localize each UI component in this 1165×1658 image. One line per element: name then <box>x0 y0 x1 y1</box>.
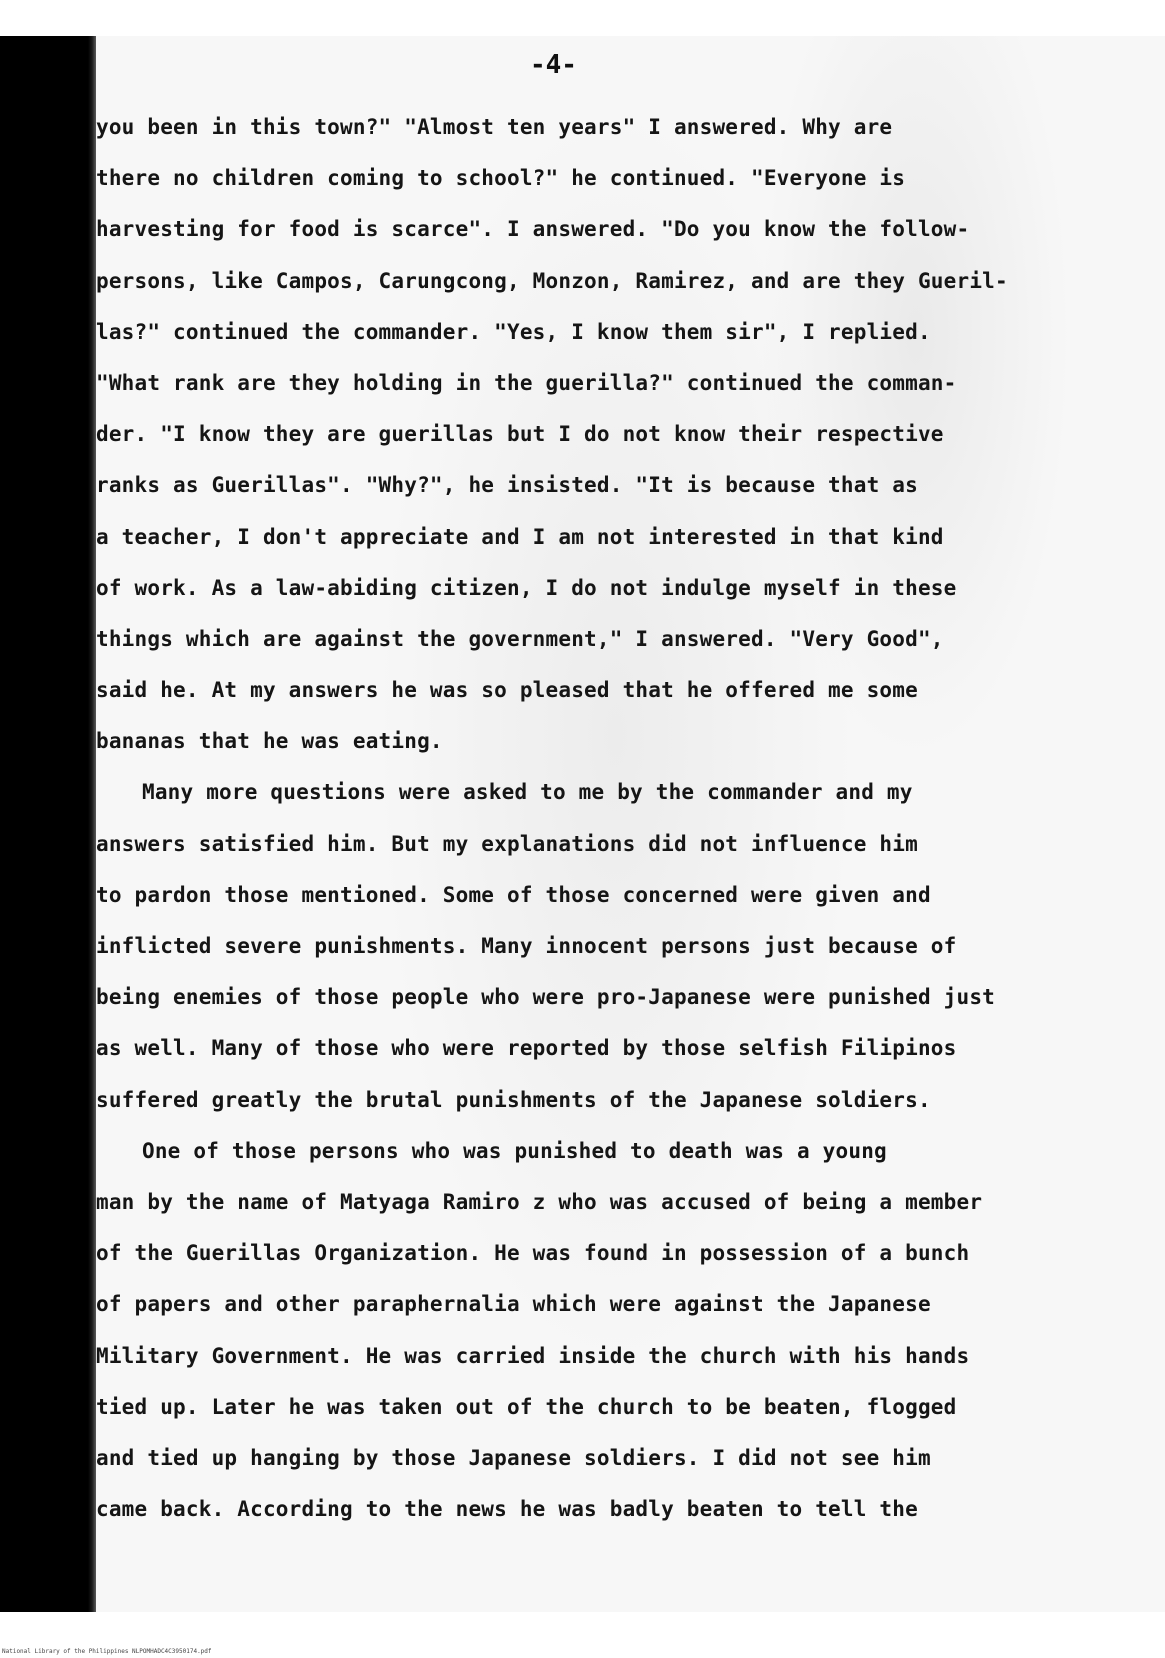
text-line: to pardon those mentioned. Some of those concerned were given and <box>96 882 931 907</box>
text-line: inflicted severe punishments. Many innocent persons just because of <box>96 934 957 958</box>
text-line: a teacher, I don't appreciate and I am not interested in that kind <box>96 524 944 549</box>
text-line: der. "I know they are guerillas but I do not know their respective <box>96 422 944 447</box>
text-line: and tied up hanging by those Japanese soldiers. I did not see him <box>96 1445 931 1470</box>
text-line: bananas that he was eating. <box>96 729 443 754</box>
text-line: las?" continued the commander. "Yes, I know them sir", I replied. <box>96 319 931 344</box>
text-line: there no children coming to school?" he continued. "Everyone is <box>96 166 906 191</box>
text-line: tied up. Later he was taken out of the church to be beaten, flogged <box>96 1394 957 1419</box>
text-line: being enemies of those people who were pro-Japanese were punished just <box>96 985 996 1010</box>
scanned-page <box>0 36 1165 1612</box>
text-line: Many more questions were asked to me by the commander and my <box>142 780 913 805</box>
text-line: harvesting for food is scarce". I answered. "Do you know the follow- <box>96 217 970 242</box>
text-line: persons, like Campos, Carungcong, Monzon, Ramirez, and are they Gueril- <box>96 268 1008 293</box>
text-line: of work. As a law-abiding citizen, I do not indulge myself in these <box>96 575 957 600</box>
text-line: things which are against the government," I answered. "Very Good", <box>96 626 944 651</box>
text-line: answers satisfied him. But my explanations did not influence him <box>96 831 918 856</box>
typed-body-text <box>96 102 1151 1535</box>
text-line: of the Guerillas Organization. He was found in possession of a bunch <box>96 1241 970 1266</box>
text-line: ranks as Guerillas". "Why?", he insisted. "It is because that as <box>96 473 918 498</box>
page-number: -4- <box>530 50 577 80</box>
text-line: said he. At my answers he was so pleased that he offered me some <box>96 678 918 703</box>
page-binding-shadow <box>0 36 96 1612</box>
footer-source-text: National Library of the Philippines NLPOMHADC4C3950174.pdf <box>2 1648 212 1655</box>
text-line: "What rank are they holding in the guerilla?" continued the comman- <box>96 370 957 395</box>
text-line: One of those persons who was punished to death was a young <box>142 1138 887 1163</box>
text-line: of papers and other paraphernalia which were against the Japanese <box>96 1292 931 1317</box>
text-line: as well. Many of those who were reported by those selfish Filipinos <box>96 1036 957 1061</box>
text-line: Military Government. He was carried inside the church with his hands <box>96 1343 970 1368</box>
footer <box>0 1612 1165 1658</box>
text-line: came back. According to the news he was badly beaten to tell the <box>96 1497 918 1522</box>
text-line: man by the name of Matyaga Ramiro z who was accused of being a member <box>96 1189 983 1214</box>
text-line: you been in this town?" "Almost ten years" I answered. Why are <box>96 115 893 139</box>
text-line: suffered greatly the brutal punishments of the Japanese soldiers. <box>96 1087 931 1112</box>
